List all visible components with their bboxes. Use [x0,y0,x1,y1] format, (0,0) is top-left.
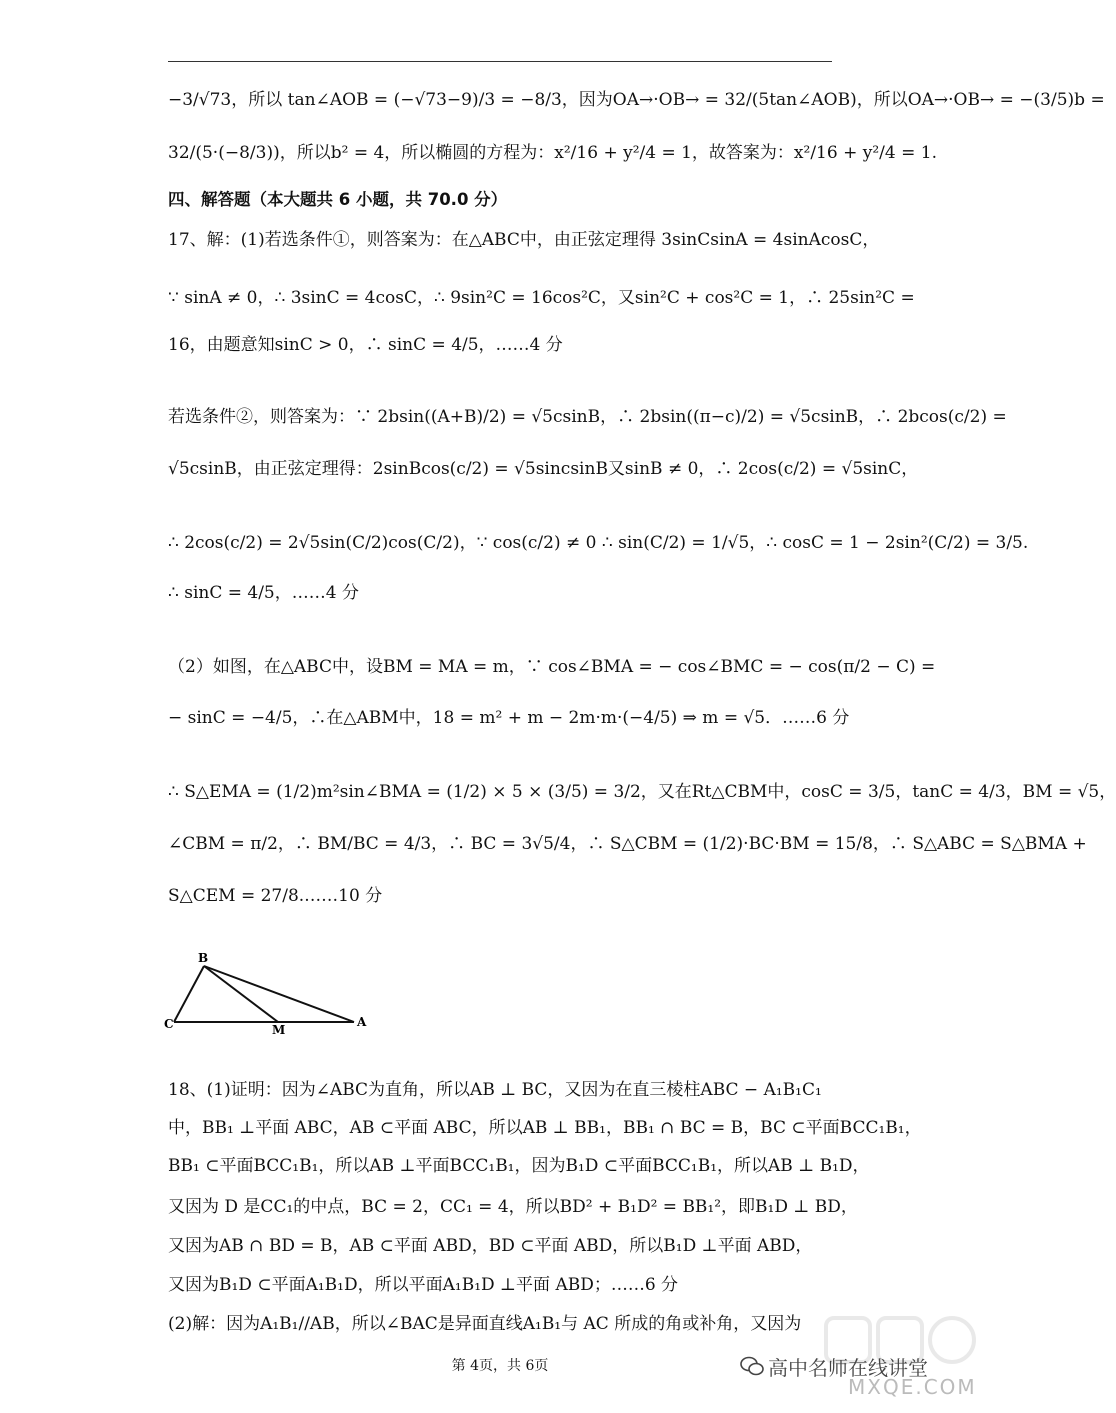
text-line: ∵ sinA ≠ 0，∴ 3sinC = 4cosC，∴ 9sin²C = 16cos²C，又sin²C + cos²C = 1，∴ 25sin²C = [168,288,915,308]
top-rule [168,61,832,62]
text-line: 又因为 D 是CC₁的中点，BC = 2，CC₁ = 4，所以BD² + B₁D² = BB₁²，即B₁D ⊥ BD， [168,1197,858,1217]
text-line: ∠CBM = π/2，∴ BM/BC = 4/3，∴ BC = 3√5/4，∴ S△CBM = (1/2)·BC·BM = 15/8，∴ S△ABC = S△BMA + [168,834,1087,854]
text-line: − sinC = −4/5，∴在△ABM中，18 = m² + m − 2m·m·(−4/5) ⇒ m = √5．……6 分 [168,708,850,728]
wechat-icon [740,1356,764,1376]
label-m: M [272,1023,286,1037]
text-line: −3/√73，所以 tan∠AOB = (−√73−9)/3 = −8/3，因为OA→·OB→ = 32/(5tan∠AOB)，所以OA→·OB→ = −(3/5)b = [168,90,1105,110]
text-line: ∴ S△EMA = (1/2)m²sin∠BMA = (1/2) × 5 × (3/5) = 3/2，又在Rt△CBM中，cosC = 3/5，tanC = 4/3，BM = √5， [168,782,1116,802]
page-footer: 第 4页，共 6页 [451,1358,549,1374]
label-b: B [198,951,209,965]
text-line: 若选条件②，则答案为：∵ 2bsin((A+B)/2) = √5csinB，∴ 2bsin((π−c)/2) = √5csinB，∴ 2bcos(c/2) = [168,407,1007,427]
text-line: √5csinB，由正弦定理得：2sinBcos(c/2) = √5sincsinB又sinB ≠ 0，∴ 2cos(c/2) = √5sinC， [168,459,919,479]
watermark-site: MXQE.COM [848,1375,977,1399]
label-c: C [164,1017,174,1031]
text-line: （2）如图，在△ABC中，设BM = MA = m，∵ cos∠BMA = − cos∠BMC = − cos(π/2 − C) = [168,657,936,677]
text-line: S△CEM = 27/8.……10 分 [168,886,383,906]
text-line: (2)解：因为A₁B₁//AB，所以∠BAC是异面直线A₁B₁与 AC 所成的角或补角，又因为 [168,1314,802,1334]
triangle-figure [160,948,380,1038]
text-line: 又因为AB ∩ BD = B，AB ⊂平面 ABD，BD ⊂平面 ABD，所以B₁D ⊥平面 ABD， [168,1236,813,1256]
watermark-brand: 高中名师在线讲堂 [768,1356,928,1380]
text-line: 18、(1)证明：因为∠ABC为直角，所以AB ⊥ BC，又因为在直三棱柱ABC − A₁B₁C₁ [168,1080,822,1100]
text-line: 又因为B₁D ⊂平面A₁B₁D，所以平面A₁B₁D ⊥平面 ABD；……6 分 [168,1275,679,1295]
text-line: ∴ 2cos(c/2) = 2√5sin(C/2)cos(C/2)，∵ cos(c/2) ≠ 0 ∴ sin(C/2) = 1/√5，∴ cosC = 1 − 2sin²(C/2) = 3/5. [168,533,1029,553]
label-a: A [357,1015,367,1029]
text-line: 16，由题意知sinC > 0，∴ sinC = 4/5，……4 分 [168,335,563,355]
text-line: 17、解：(1)若选条件①，则答案为：在△ABC中，由正弦定理得 3sinCsinA = 4sinAcosC， [168,230,880,250]
text-line: 32/(5·(−8/3))，所以b² = 4，所以椭圆的方程为：x²/16 + y²/4 = 1，故答案为：x²/16 + y²/4 = 1. [168,143,937,163]
section-heading: 四、解答题（本大题共 6 小题，共 70.0 分） [168,190,508,209]
text-line: ∴ sinC = 4/5，……4 分 [168,583,359,603]
text-line: 中，BB₁ ⊥平面 ABC，AB ⊂平面 ABC，所以AB ⊥ BB₁，BB₁ ∩ BC = B，BC ⊂平面BCC₁B₁， [168,1118,922,1138]
text-line: BB₁ ⊂平面BCC₁B₁，所以AB ⊥平面BCC₁B₁，因为B₁D ⊂平面BCC₁B₁，所以AB ⊥ B₁D， [168,1156,870,1176]
